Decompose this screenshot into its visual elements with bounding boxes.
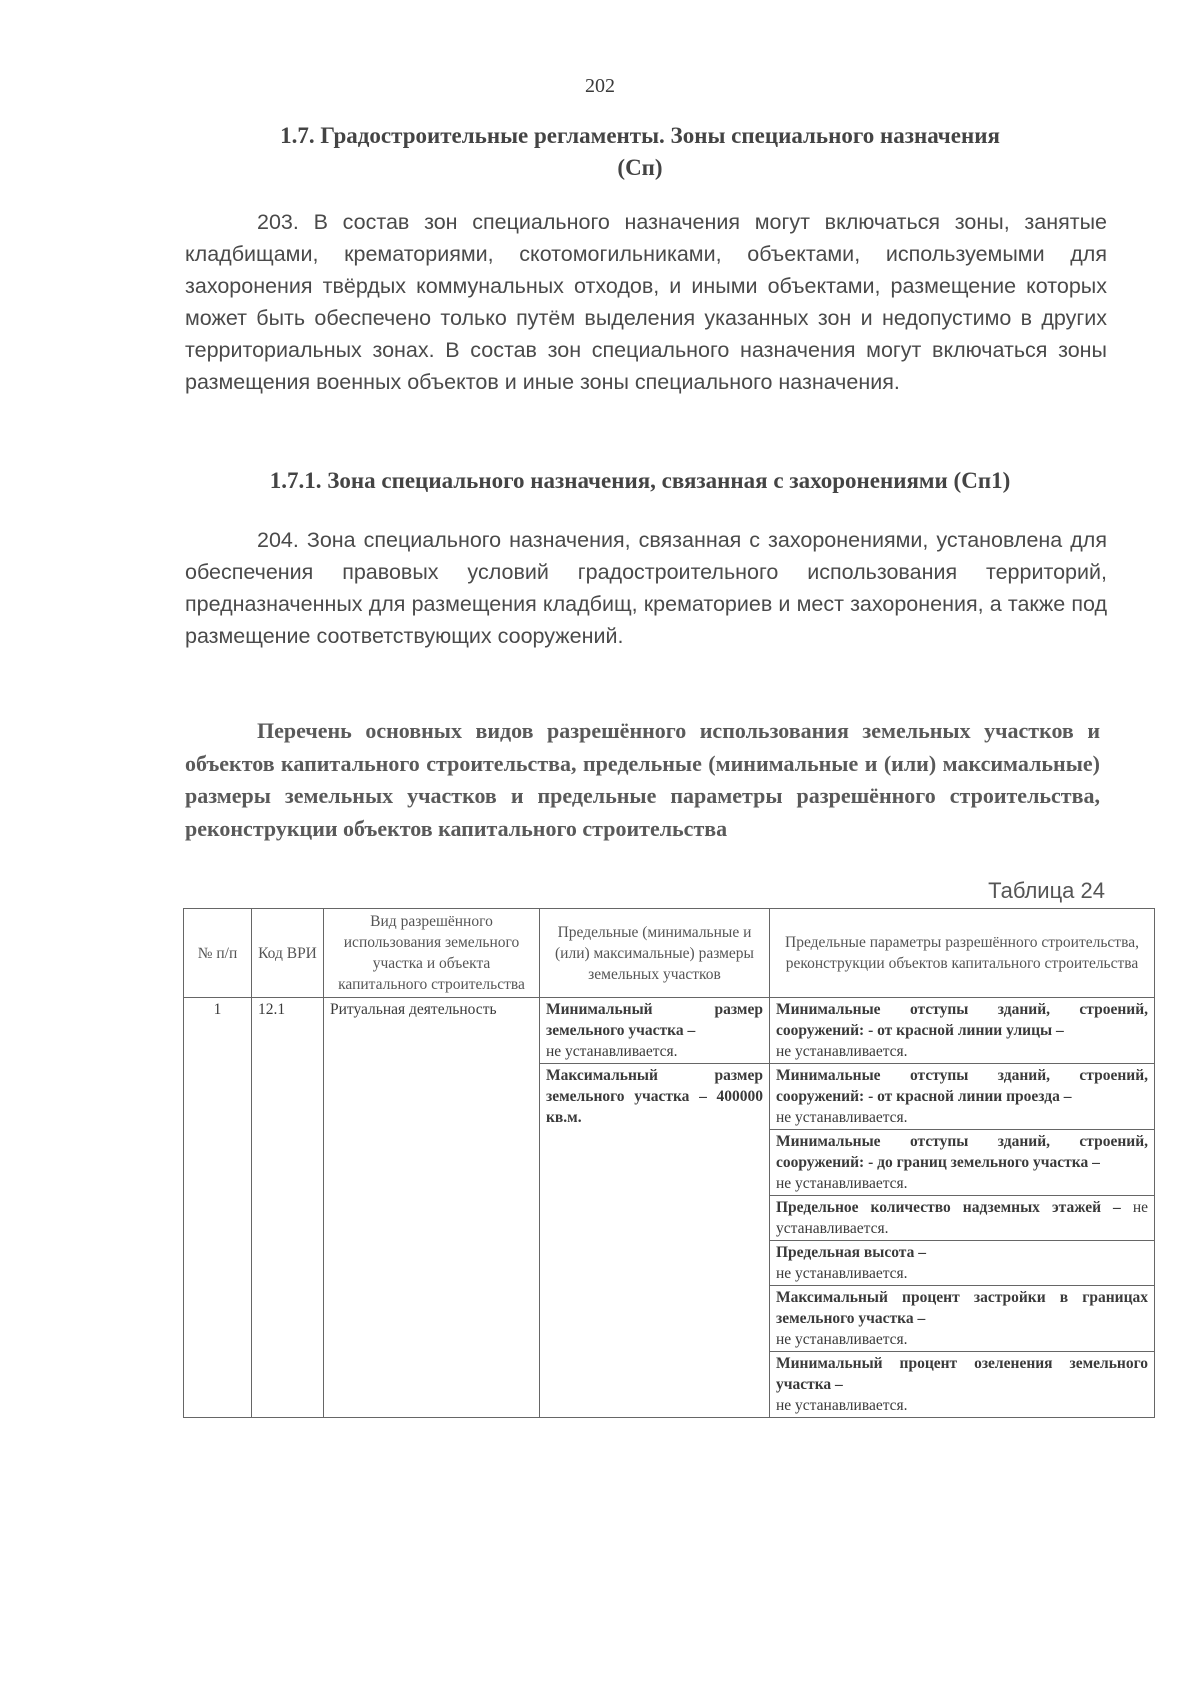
header-sizes: Предельные (минимальные и (или) максимальные) размеры земельных участков <box>540 909 770 998</box>
cell-param <box>770 998 1155 1064</box>
section-title-line1: 1.7. Градостроительные регламенты. Зоны специального назначения <box>280 123 1000 148</box>
cell-num: 1 <box>184 998 252 1418</box>
param-value: не устанавливается. <box>776 1331 908 1348</box>
list-title <box>185 715 1100 845</box>
param-label: Минимальный процент озеленения земельного участка – <box>776 1355 1148 1393</box>
table-header-row <box>184 909 1155 998</box>
param-value: не устанавливается. <box>776 1175 908 1192</box>
cell-param <box>770 1130 1155 1196</box>
param-value: не устанавливается. <box>776 1109 908 1126</box>
cell-size-min <box>540 998 770 1064</box>
param-label: Минимальные отступы зданий, строений, сооружений: - от красной линии улицы – <box>776 1001 1148 1039</box>
param-label: Минимальные отступы зданий, строений, сооружений: - от красной линии проезда – <box>776 1067 1148 1105</box>
size-min-label: Минимальный размер земельного участка – <box>546 1001 763 1039</box>
cell-size-max <box>540 1064 770 1418</box>
cell-type: Ритуальная деятельность <box>324 998 540 1418</box>
paragraph-203 <box>185 206 1107 398</box>
paragraph-204 <box>185 524 1107 652</box>
param-label: Предельная высота – <box>776 1244 926 1261</box>
param-label: Максимальный процент застройки в границах земельного участка – <box>776 1289 1148 1327</box>
section-title-line2: (Сп) <box>617 155 663 180</box>
cell-param <box>770 1241 1155 1286</box>
paragraph-203-text: 203. В состав зон специального назначения могут включаться зоны, занятые кладбищами, крематориями, скотомогильниками, объектами, используемыми для захоронения твёрдых коммунальных отходов, и иными объектами, размещение которых может быть обеспечено только путём выделения указанных зон и недопустимо в других территориальных зонах. В состав зон специального назначения могут включаться зоны размещения военных объектов и иные зоны специального назначения. <box>185 210 1107 394</box>
cell-code: 12.1 <box>252 998 324 1418</box>
cell-param <box>770 1196 1155 1241</box>
section-title <box>185 120 1095 184</box>
param-label: Предельное количество надземных этажей – <box>776 1199 1121 1216</box>
regulations-table <box>183 908 1155 1418</box>
header-params: Предельные параметры разрешённого строительства, реконструкции объектов капитального строительства <box>770 909 1155 998</box>
page-number: 202 <box>585 75 615 97</box>
subsection-title: 1.7.1. Зона специального назначения, связанная с захоронениями (Сп1) <box>269 468 1011 493</box>
param-value: не устанавливается. <box>776 1199 1149 1237</box>
param-value: не устанавливается. <box>776 1043 908 1060</box>
cell-param <box>770 1064 1155 1130</box>
size-min-value: не устанавливается. <box>546 1043 678 1060</box>
list-title-text: Перечень основных видов разрешённого использования земельных участков и объектов капитального строительства, предельные (минимальные и (или) максимальные) размеры земельных участков и предельные параметры разрешённого строительства, реконструкции объектов капитального строительства <box>185 718 1100 841</box>
table-label: Таблица 24 <box>988 878 1105 903</box>
param-value: не устанавливается. <box>776 1265 908 1282</box>
param-label: Минимальные отступы зданий, строений, сооружений: - до границ земельного участка – <box>776 1133 1148 1171</box>
size-max-label: Максимальный размер земельного участка – <box>546 1067 763 1105</box>
param-value: не устанавливается. <box>776 1397 908 1414</box>
cell-param <box>770 1352 1155 1418</box>
header-code: Код ВРИ <box>252 909 324 998</box>
size-max-value: 400000 кв.м. <box>546 1088 764 1126</box>
header-type: Вид разрешённого использования земельного участка и объекта капитального строительства <box>324 909 540 998</box>
paragraph-204-text: 204. Зона специального назначения, связанная с захоронениями, установлена для обеспечения правовых условий градостроительного использования территорий, предназначенных для размещения кладбищ, крематориев и мест захоронения, а также под размещение соответствующих сооружений. <box>185 528 1107 648</box>
cell-param <box>770 1286 1155 1352</box>
table-row <box>184 998 1155 1064</box>
header-num: № п/п <box>184 909 252 998</box>
